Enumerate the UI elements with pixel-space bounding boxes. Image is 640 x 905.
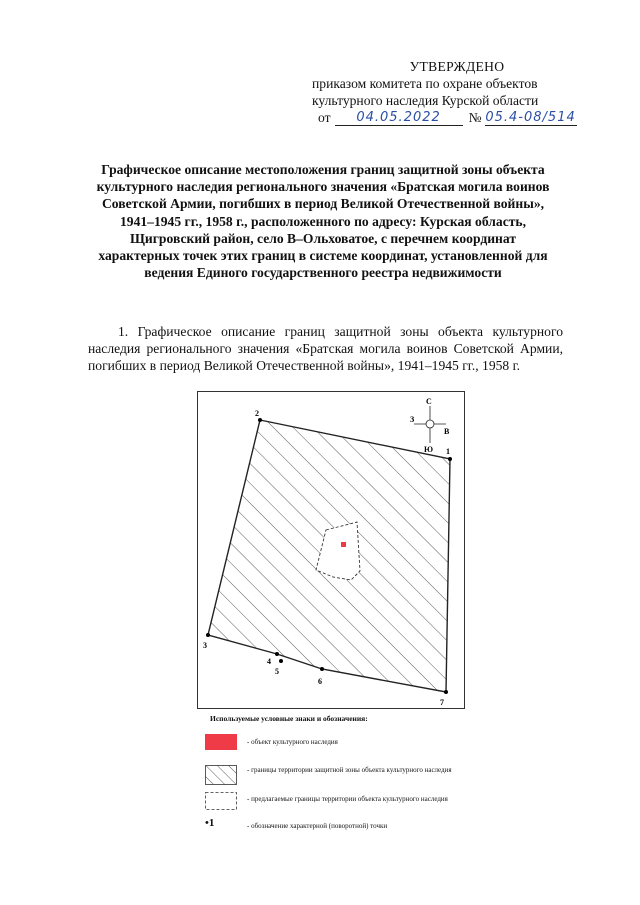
point-2-label: 2 <box>255 409 259 418</box>
legend-point-marker: •1 <box>205 817 215 829</box>
order-number: 05.4-08/514 <box>485 110 576 125</box>
order-line: приказом комитета по охране объектов <box>312 76 538 91</box>
compass-icon <box>410 397 450 454</box>
point-7-label: 7 <box>440 698 444 707</box>
organization-line: культурного наследия Курской области <box>312 93 539 108</box>
section-paragraph-text: 1. Графическое описание границ защитной зоны объекта культурного наследия регионального значения «Братская могила воинов Советской Армии, погибших в период Великой Отечественной войны», 1941–1945 гг., 1958 г. <box>88 324 563 374</box>
legend-proposed-text: - предлагаемые границы территории объекта культурного наследия <box>247 795 448 803</box>
point-3-marker <box>206 633 210 637</box>
point-6-label: 6 <box>318 677 322 686</box>
compass-south: Ю <box>424 445 434 454</box>
legend-point-text: - обозначение характерной (поворотной) точки <box>247 822 388 830</box>
compass-east: В <box>444 427 450 436</box>
legend-dashed-swatch <box>205 792 237 810</box>
heritage-object-marker <box>341 542 346 547</box>
compass-north: С <box>426 397 432 406</box>
point-1-label: 1 <box>446 447 450 456</box>
order-date: 04.05.2022 <box>335 111 463 126</box>
point-3-label: 3 <box>203 641 207 650</box>
boundary-map-svg <box>198 392 466 710</box>
approval-block <box>312 58 612 126</box>
point-4-marker <box>275 652 279 656</box>
point-6-marker <box>320 667 324 671</box>
document-title: Графическое описание местоположения границ защитной зоны объекта культурного наследия регионального значения «Братская могила воинов Советской Армии, погибших в период Великой Отечественной войны», 1941–1945 гг., 1958 г., расположенного по адресу: Курская область, Щигровский район, село В–Ольховатое, с перечнем координат характерных точек этих границ в системе координат, установленной для ведения Единого государственного реестра недвижимости <box>96 162 550 281</box>
legend-red-swatch <box>205 734 237 750</box>
compass-west: З <box>410 415 415 424</box>
legend-hatch-swatch <box>205 765 237 785</box>
point-5-marker <box>279 659 283 663</box>
boundary-map <box>197 391 465 709</box>
point-1-marker <box>448 457 452 461</box>
point-5-label: 5 <box>275 667 279 676</box>
number-label: № <box>468 110 482 125</box>
legend-object-text: - объект культурного наследия <box>247 738 338 746</box>
point-7-marker <box>444 690 448 694</box>
from-label: от <box>318 110 331 125</box>
point-2-marker <box>258 418 262 422</box>
order-date-number-line <box>318 109 612 126</box>
legend-title: Используемые условные знаки и обозначения: <box>210 714 368 723</box>
legend-zone-text: - границы территории защитной зоны объекта культурного наследия <box>247 766 452 774</box>
approved-heading: УТВЕРЖДЕНО <box>409 59 505 74</box>
point-4-label: 4 <box>267 657 271 666</box>
section-paragraph <box>88 323 563 375</box>
